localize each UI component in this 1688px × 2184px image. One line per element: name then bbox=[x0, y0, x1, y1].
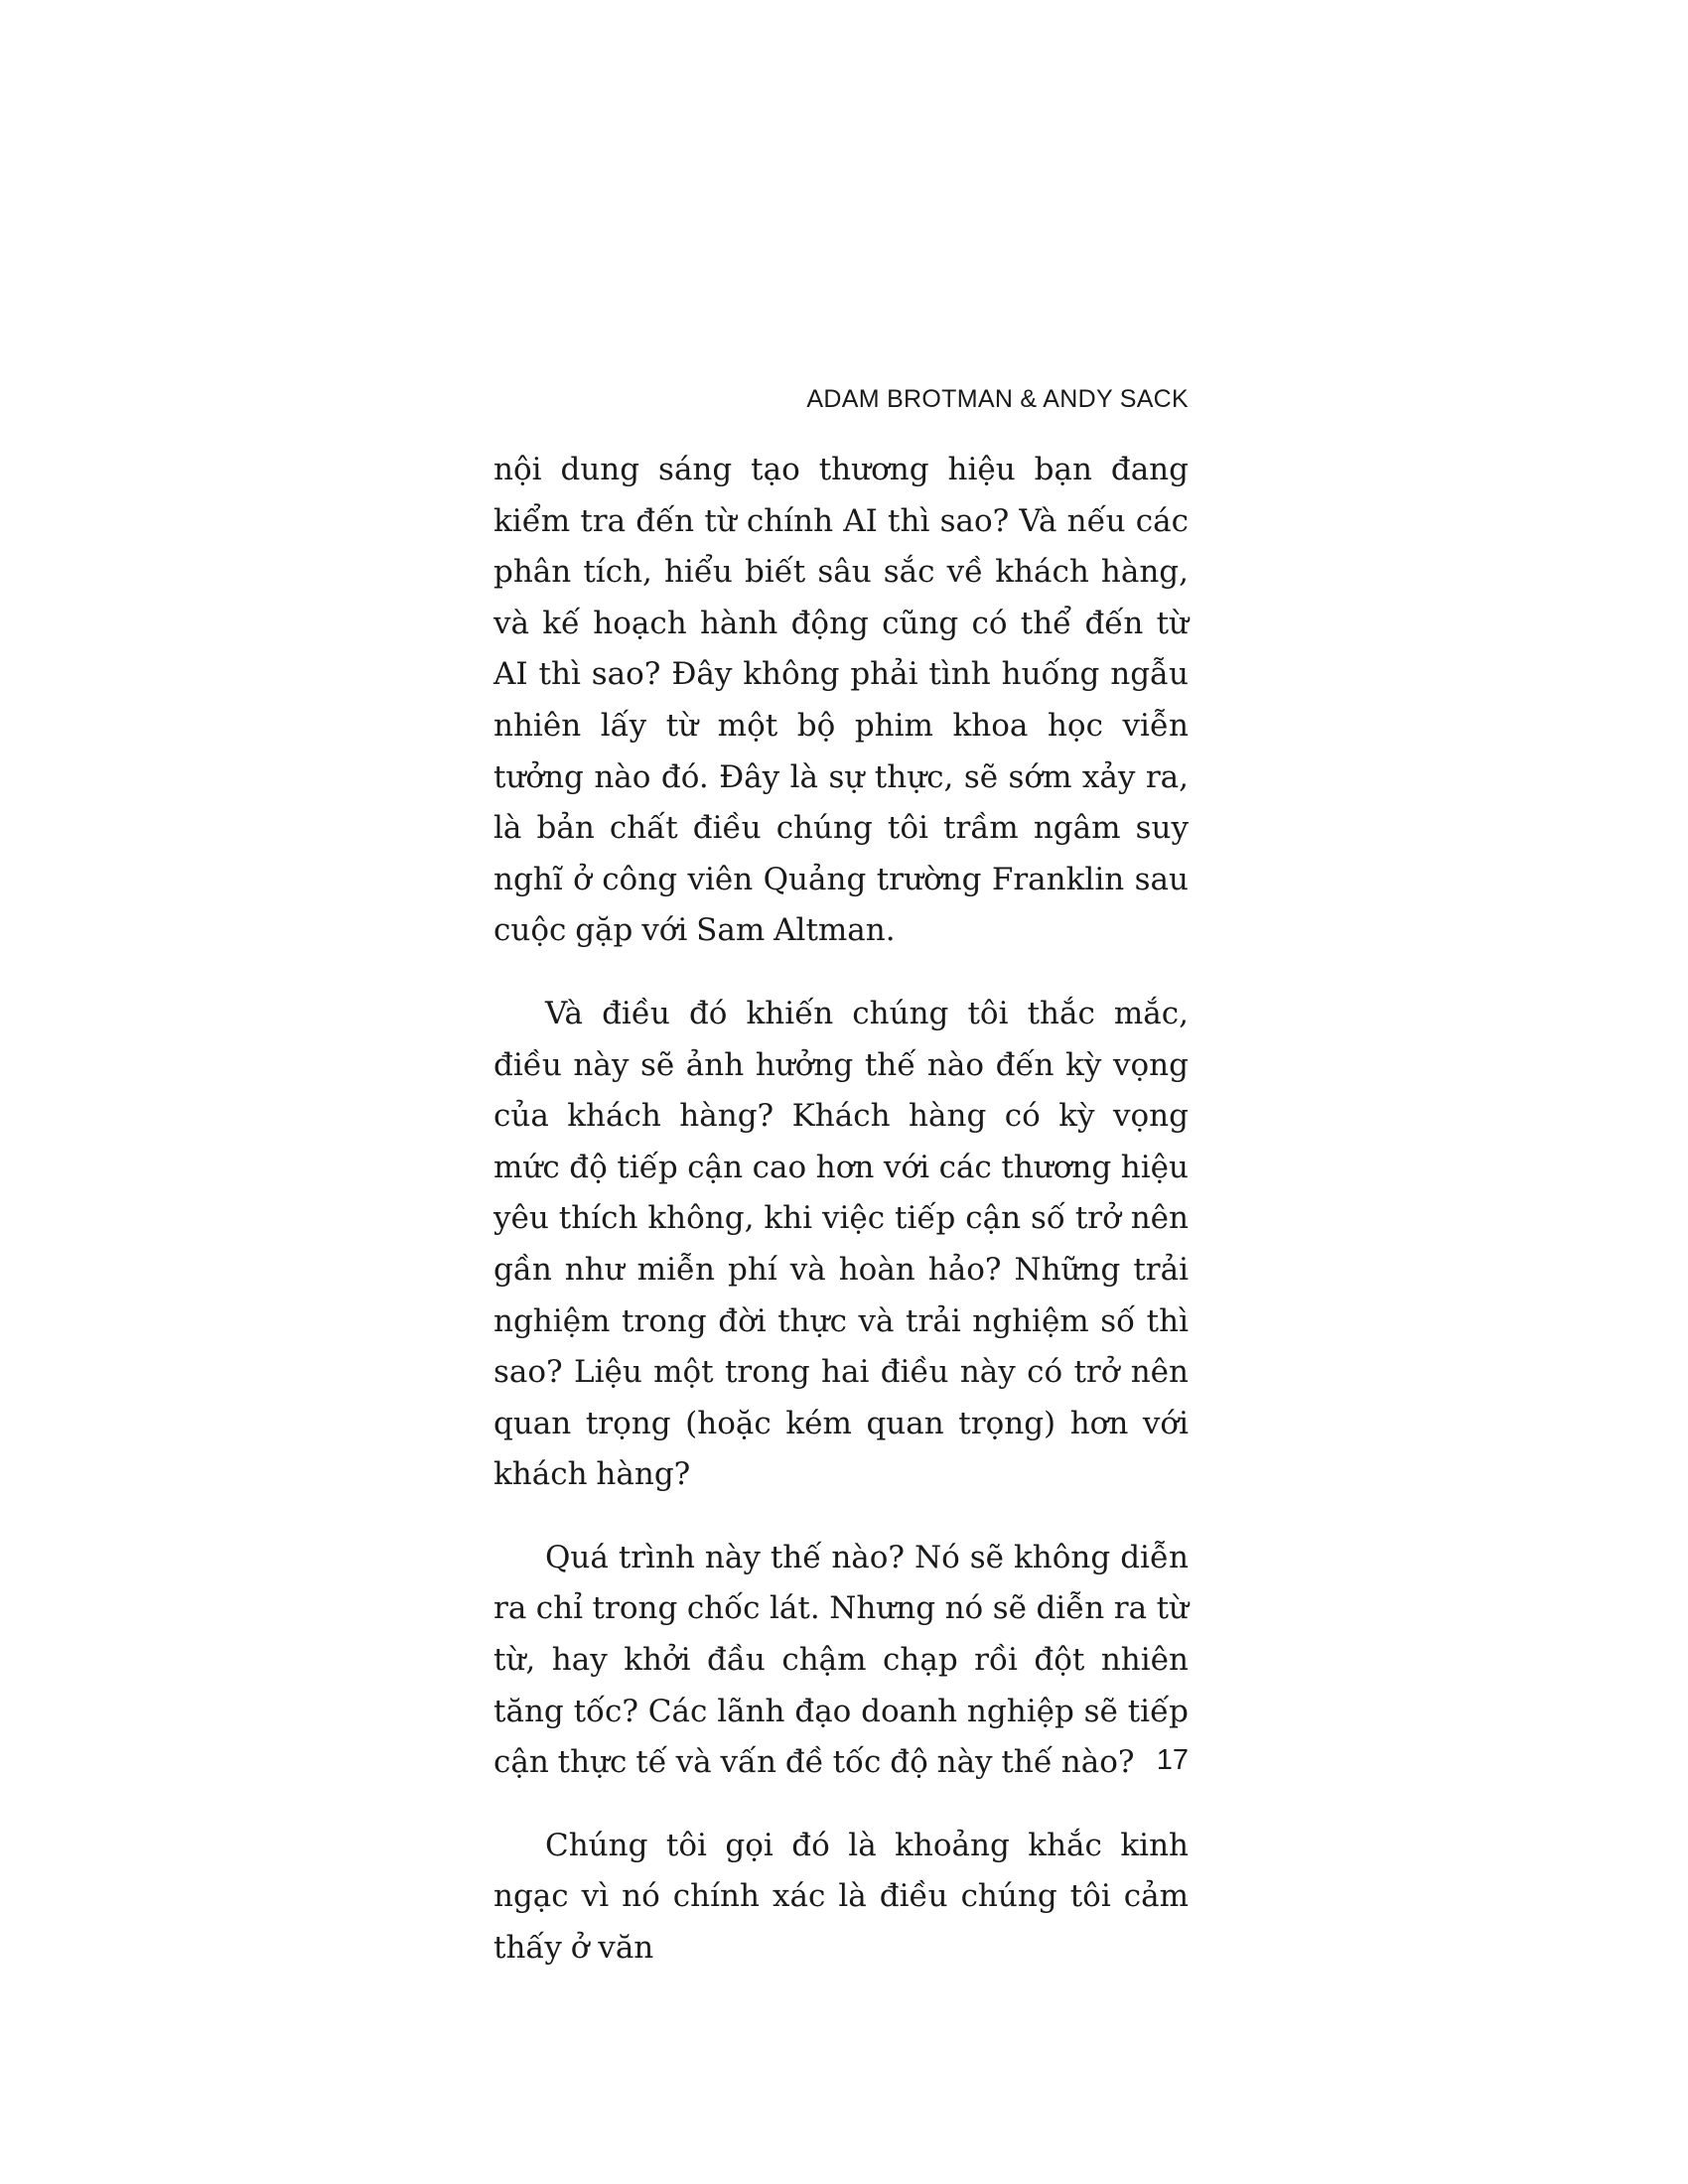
paragraph-1: nội dung sáng tạo thương hiệu bạn đang kiểm tra đến từ chính AI thì sao? Và nếu các phân tích, hiểu biết sâu sắc về khách hàng, và kế hoạch hành động cũng có thể đến từ AI thì sao? Đây không phải tình huống ngẫu nhiên lấy từ một bộ phim khoa học viễn tưởng nào đó. Đây là sự thực, sẽ sớm xảy ra, là bản chất điều chúng tôi trầm ngâm suy nghĩ ở công viên Quảng trường Franklin sau cuộc gặp với Sam Altman. bbox=[493, 452, 1189, 949]
paragraph-2: Và điều đó khiến chúng tôi thắc mắc, điều này sẽ ảnh hưởng thế nào đến kỳ vọng của khách hàng? Khách hàng có kỳ vọng mức độ tiếp cận cao hơn với các thương hiệu yêu thích không, khi việc tiếp cận số trở nên gần như miễn phí và hoàn hảo? Những trải nghiệm trong đời thực và trải nghiệm số thì sao? Liệu một trong hai điều này có trở nên quan trọng (hoặc kém quan trọng) hơn với khách hàng? bbox=[493, 995, 1189, 1493]
paragraph-3: Quá trình này thế nào? Nó sẽ không diễn ra chỉ trong chốc lát. Nhưng nó sẽ diễn ra từ từ, hay khởi đầu chậm chạp rồi đột nhiên tăng tốc? Các lãnh đạo doanh nghiệp sẽ tiếp cận thực tế và vấn đề tốc độ này thế nào? bbox=[493, 1539, 1189, 1781]
running-header: ADAM BROTMAN & ANDY SACK bbox=[806, 385, 1189, 413]
paragraph-4: Chúng tôi gọi đó là khoảng khắc kinh ngạc vì nó chính xác là điều chúng tôi cảm thấy ở văn bbox=[493, 1827, 1189, 1967]
page-number: 17 bbox=[1156, 1744, 1189, 1776]
